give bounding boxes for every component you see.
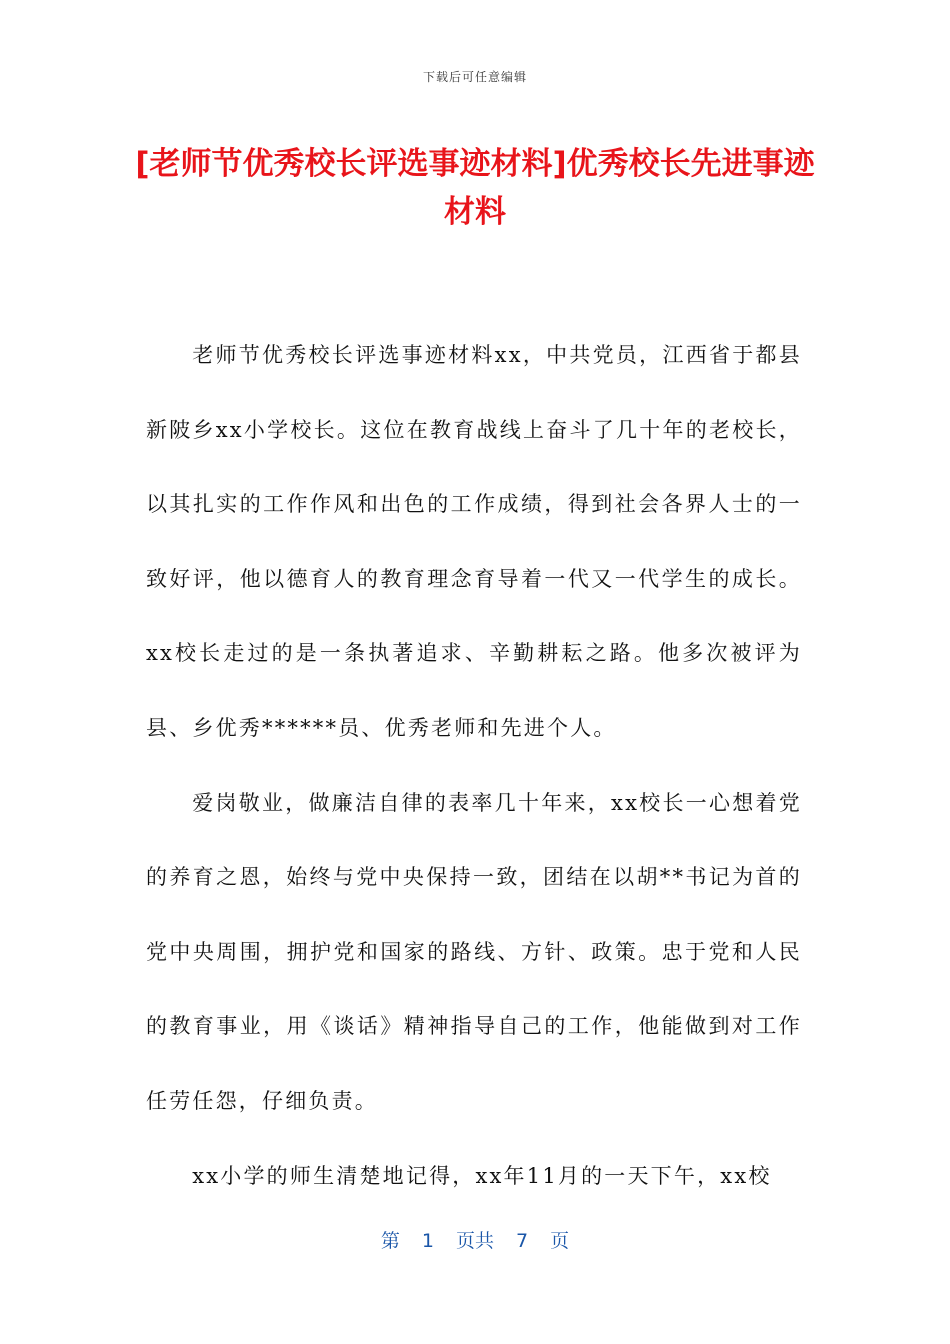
document-body [146,318,802,1213]
page-footer [0,1226,950,1253]
page-current: 1 [421,1230,434,1252]
page-total: 7 [516,1230,529,1252]
page-prefix: 第 [380,1230,400,1252]
document-title: [老师节优秀校长评选事迹材料]优秀校长先进事迹材料 [135,146,815,230]
paragraph: xx小学的师生清楚地记得，xx年11月的一天下午，xx校 [192,1163,772,1188]
header-note: 下载后可任意编辑 [422,70,527,84]
page-suffix: 页 [550,1230,570,1252]
page-middle: 页共 [455,1230,494,1252]
paragraph: 爱岗敬业，做廉洁自律的表率几十年来，xx校长一心想着党的养育之恩，始终与党中央保持一致，团结在以胡**书记为首的党中央周围，拥护党和国家的路线、方针、政策。忠于党和人民的教育事业，用《谈话》精神指导自己的工作，他能做到对工作任劳任怨，仔细负责。 [146,790,802,1113]
paragraph: 老师节优秀校长评选事迹材料xx，中共党员，江西省于都县新陂乡xx小学校长。这位在教育战线上奋斗了几十年的老校长，以其扎实的工作作风和出色的工作成绩，得到社会各界人士的一致好评，他以德育人的教育理念育导着一代又一代学生的成长。xx校长走过的是一条执著追求、辛勤耕耘之路。他多次被评为县、乡优秀******员、优秀老师和先进个人。 [146,343,802,740]
